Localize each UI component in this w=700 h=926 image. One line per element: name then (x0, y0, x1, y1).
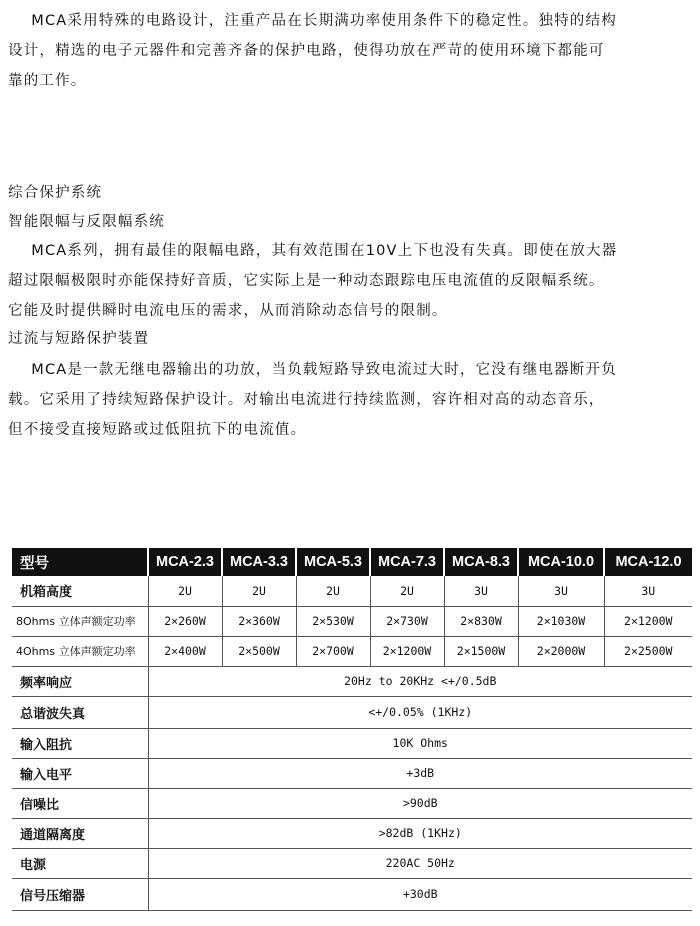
table-row (12, 696, 692, 728)
model-header: MCA-12.0 (604, 548, 692, 576)
table-row (12, 606, 692, 636)
table-cell: 2×700W (296, 636, 370, 666)
intro-line-3: 靠的工作。 (8, 73, 87, 89)
table-cell: 2×530W (296, 606, 370, 636)
table-cell: 2U (222, 576, 296, 606)
table-row (12, 758, 692, 788)
table-cell: 2×360W (222, 606, 296, 636)
table-cell: 2×260W (148, 606, 222, 636)
table-cell: >90dB (148, 788, 692, 818)
table-cell: >82dB (1KHz) (148, 818, 692, 848)
table-row (12, 848, 692, 878)
table-cell: 2×1200W (370, 636, 444, 666)
intro-line-2: 设计，精选的电子元器件和完善齐备的保护电路，使得功放在严苛的使用环境下都能可 (8, 43, 605, 59)
table-cell: 3U (444, 576, 518, 606)
table-row (12, 728, 692, 758)
model-header: MCA-8.3 (444, 548, 518, 576)
model-header: MCA-2.3 (148, 548, 222, 576)
table-row (12, 636, 692, 666)
row-label: 通道隔离度 (12, 818, 148, 848)
overcurrent-line-1: MCA是一款无继电器输出的功放，当负载短路导致电流过大时，它没有继电器断开负 (8, 362, 617, 378)
overcurrent-paragraph (8, 355, 692, 445)
table-cell: 3U (518, 576, 604, 606)
table-cell: 2×400W (148, 636, 222, 666)
model-header: MCA-3.3 (222, 548, 296, 576)
intro-paragraph (8, 6, 692, 96)
row-label: 输入阻抗 (12, 728, 148, 758)
table-cell: 220AC 50Hz (148, 848, 692, 878)
row-label: 机箱高度 (12, 576, 148, 606)
limiter-title: 智能限幅与反限幅系统 (8, 214, 165, 230)
section-title-protection: 综合保护系统 (8, 185, 103, 201)
table-cell: 2×500W (222, 636, 296, 666)
row-label: 信噪比 (12, 788, 148, 818)
limiter-line-3: 它能及时提供瞬时电流电压的需求，从而消除动态信号的限制。 (8, 303, 448, 319)
table-cell: 3U (604, 576, 692, 606)
table-cell: 2×1500W (444, 636, 518, 666)
overcurrent-line-2: 载。它采用了持续短路保护设计。对输出电流进行持续监测，容许相对高的动态音乐， (8, 392, 605, 408)
spec-header-row (12, 548, 692, 576)
table-cell: 2U (296, 576, 370, 606)
row-label: 电源 (12, 848, 148, 878)
overcurrent-title: 过流与短路保护装置 (8, 331, 150, 347)
table-cell: 2U (148, 576, 222, 606)
row-label: 8Ohms 立体声额定功率 (12, 606, 148, 636)
row-label: 信号压缩器 (12, 878, 148, 910)
table-cell: 10K Ohms (148, 728, 692, 758)
model-header: MCA-10.0 (518, 548, 604, 576)
table-cell: 2×830W (444, 606, 518, 636)
row-label: 4Ohms 立体声额定功率 (12, 636, 148, 666)
table-row (12, 576, 692, 606)
row-label: 输入电平 (12, 758, 148, 788)
row-label: 频率响应 (12, 666, 148, 696)
row-label: 总谐波失真 (12, 696, 148, 728)
model-header: MCA-5.3 (296, 548, 370, 576)
table-cell: 20Hz to 20KHz <+/0.5dB (148, 666, 692, 696)
table-row (12, 818, 692, 848)
table-cell: 2×2000W (518, 636, 604, 666)
table-cell: +3dB (148, 758, 692, 788)
intro-line-1: MCA采用特殊的电路设计，注重产品在长期满功率使用条件下的稳定性。独特的结构 (8, 13, 617, 29)
overcurrent-line-3: 但不接受直接短路或过低阻抗下的电流值。 (8, 422, 307, 438)
table-row (12, 878, 692, 910)
limiter-line-2: 超过限幅极限时亦能保持好音质，它实际上是一种动态跟踪电压电流值的反限幅系统。 (8, 273, 605, 289)
model-header: MCA-7.3 (370, 548, 444, 576)
spec-table (12, 548, 692, 911)
limiter-paragraph (8, 236, 692, 326)
table-row (12, 666, 692, 696)
table-row (12, 788, 692, 818)
table-cell: <+/0.05% (1KHz) (148, 696, 692, 728)
limiter-line-1: MCA系列，拥有最佳的限幅电路，其有效范围在10V上下也没有失真。即使在放大器 (8, 243, 618, 259)
table-cell: 2×1200W (604, 606, 692, 636)
header-model-label: 型号 (12, 548, 148, 576)
table-cell: 2×1030W (518, 606, 604, 636)
table-cell: 2U (370, 576, 444, 606)
table-cell: 2×730W (370, 606, 444, 636)
table-cell: 2×2500W (604, 636, 692, 666)
table-cell: +30dB (148, 878, 692, 910)
